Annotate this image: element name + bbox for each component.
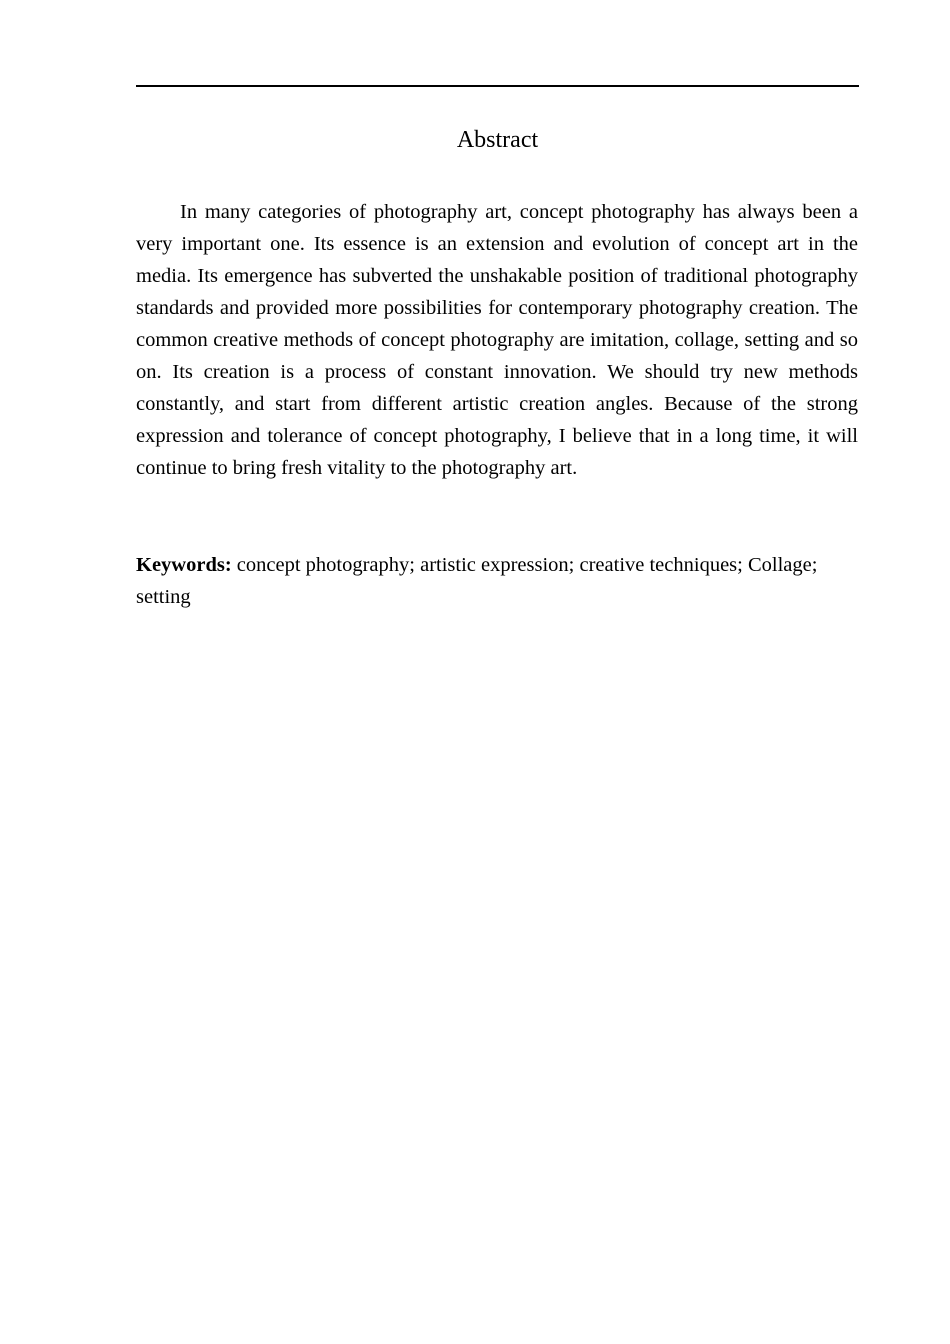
keywords-label: Keywords:	[136, 554, 232, 576]
keywords-line	[136, 549, 858, 613]
keywords-text: concept photography; artistic expression; creative techniques; Collage; setting	[136, 554, 818, 608]
header-rule	[136, 85, 859, 87]
abstract-body: In many categories of photography art, concept photography has always been a very important one. Its essence is an extension and evolution of concept art in the media. Its emergence has subverted the unshakable position of traditional photography standards and provided more possibilities for contemporary photography creation. The common creative methods of concept photography are imitation, collage, setting and so on. Its creation is a process of constant innovation. We should try new methods constantly, and start from different artistic creation angles. Because of the strong expression and tolerance of concept photography, I believe that in a long time, it will continue to bring fresh vitality to the photography art.	[136, 201, 858, 479]
abstract-title: Abstract	[456, 127, 539, 153]
